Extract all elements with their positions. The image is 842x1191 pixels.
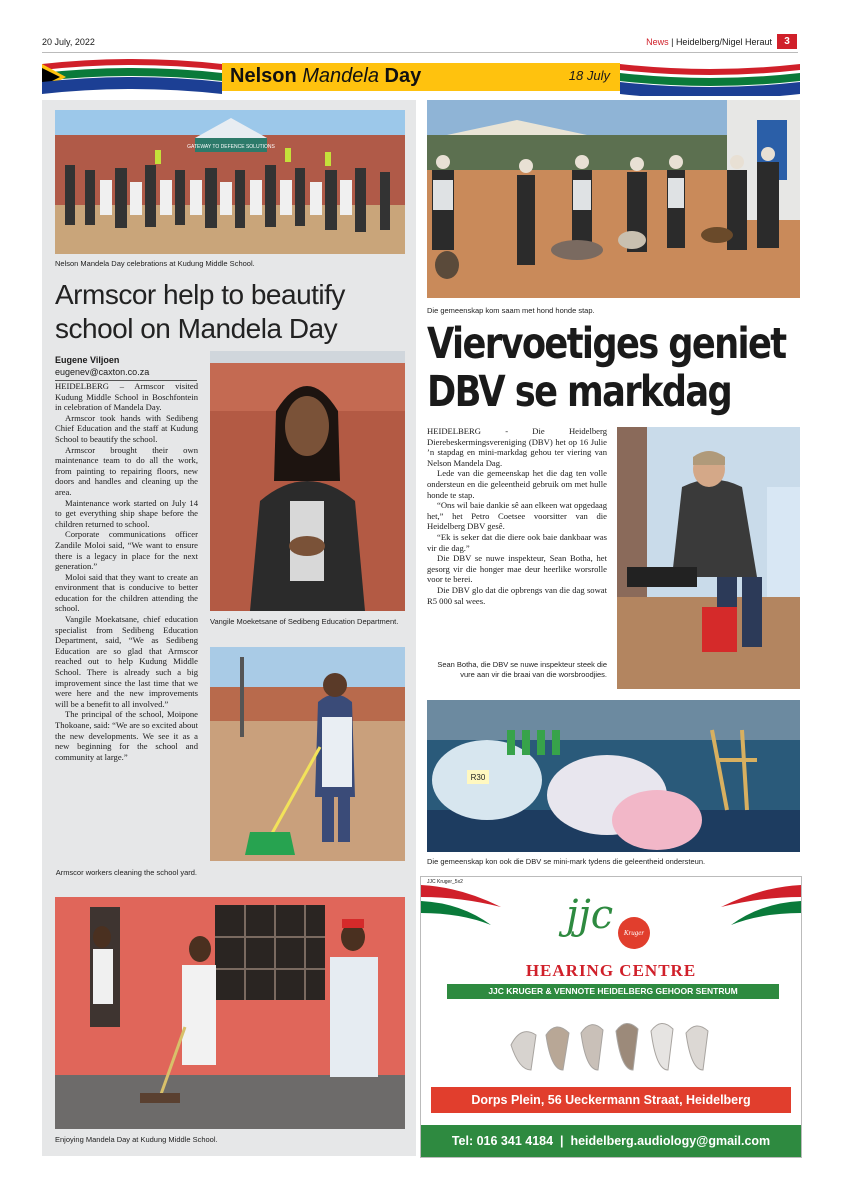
author-name: Eugene Viljoen	[55, 355, 120, 365]
ad-address: Dorps Plein, 56 Ueckermann Straat, Heidelberg	[431, 1087, 791, 1113]
hearing-centre-ad	[420, 876, 802, 1158]
right-article-body	[427, 426, 607, 606]
paragraph: Corporate communications officer Zandile Moloi said, “We want to ensure there is a legacy in place for the next generation.”	[55, 529, 198, 572]
header-divider	[42, 52, 798, 53]
ad-subtitle: JJC KRUGER & VENNOTE HEIDELBERG GEHOOR SENTRUM	[447, 984, 779, 999]
photo1-banner-text: GATEWAY TO DEFENCE SOLUTIONS	[187, 144, 275, 150]
banner-title: Nelson Mandela Day	[230, 65, 422, 87]
sean-botha-braai-photo	[617, 427, 800, 689]
paragraph: The principal of the school, Moipone Thokoane, said: “We are so excited about the new developments. We see it as a new beginning for the school and community at large.”	[55, 709, 198, 762]
kruger-badge: Kruger	[618, 917, 650, 949]
ad-title: HEARING CENTRE	[525, 961, 697, 980]
mandela-day-group-photo	[55, 110, 405, 254]
paragraph: Armscor brought their own maintenance team to do all the work, from painting to repairing floors, new doors and handles and cleaning up the area.	[55, 444, 198, 497]
ad-reference: JJC Kruger_5x2	[427, 879, 463, 885]
publication-name: Heidelberg/Nigel Heraut	[675, 37, 772, 47]
paragraph: Lede van die gemeenskap het die dag ten volle ondersteun en die geleentheid gebruik om met hulle honde te stap.	[427, 468, 607, 500]
paragraph: Maintenance work started on July 14 to get everything ship shape before the children returned to school.	[55, 497, 198, 529]
issue-date: 20 July, 2022	[42, 37, 95, 47]
right-photo3-caption: Die gemeenskap kon ook die DBV se mini-mark tydens die geleentheid ondersteun.	[427, 857, 706, 866]
paragraph: Die DBV se nuwe inspekteur, Sean Botha, het gesorg vir die honger mae deur heerlike worsrolle voor te berei.	[427, 553, 607, 585]
paragraph: Vangile Moekatsane, chief education specialist from Sedibeng Education Department, said, “We as Sedibeng Education are so glad that Armscor reached out to help Kudung Middle School. There is already such a big improvement since the last time that we were here and the new improvements will be a benefit to all involved.”	[55, 614, 198, 709]
photo2-caption: Vangile Moeketsane of Sedibeng Education Department.	[210, 617, 399, 626]
author-email: eugenev@caxton.co.za	[55, 366, 197, 381]
left-headline: Armscor help to beautify school on Mandela Day	[55, 279, 345, 344]
banner-date: 18 July	[568, 68, 610, 83]
section-label: News	[646, 37, 669, 47]
banner-title-box	[222, 63, 620, 91]
worker-raking-photo	[210, 647, 405, 861]
paragraph: Moloi said that they want to create an environment that is conducive to better education for the children attending the school.	[55, 571, 198, 614]
hearing-aids-image	[501, 1015, 721, 1075]
photo4-caption: Enjoying Mandela Day at Kudung Middle School.	[55, 1135, 218, 1144]
right-photo1-caption: Die gemeenskap kom saam met hond honde stap.	[427, 306, 595, 315]
paragraph: Die DBV glo dat die opbrengs van die dag sowat R5 000 sal wees.	[427, 584, 607, 606]
paragraph: “Ons wil baie dankie sê aan elkeen wat opgedaag het,” het Petro Coetsee voorsitter van die Heidelberg DBV gesê.	[427, 500, 607, 532]
mini-market-photo	[427, 700, 800, 852]
paragraph: “Ek is seker dat die diere ook baie dankbaar was vir die dag.”	[427, 531, 607, 553]
vangile-portrait-photo	[210, 351, 405, 611]
byline	[55, 354, 197, 381]
cleaning-wall-photo	[55, 897, 405, 1129]
paragraph: HEIDELBERG – Armscor visited Kudung Middle School in Boschfontein in celebration of Mandela Day.	[55, 381, 198, 413]
paragraph: Armscor took hands with Sedibeng Chief Education and the staff at Kudung School to beautify the school.	[55, 412, 198, 444]
jjc-logo-text: jjc	[566, 892, 614, 938]
ad-contact: Tel: 016 341 4184 | heidelberg.audiology@gmail.com	[421, 1125, 801, 1157]
price-tag: R30	[470, 773, 486, 782]
section-header: News | Heidelberg/Nigel Heraut	[646, 37, 772, 47]
photo3-caption: Armscor workers cleaning the school yard.	[55, 868, 197, 877]
photo1-caption: Nelson Mandela Day celebrations at Kudung Middle School.	[55, 259, 255, 268]
right-photo2-caption: Sean Botha, die DBV se nuwe inspekteur steek die vure aan vir die braai van die worsbroodjies.	[437, 660, 607, 679]
left-article-body	[55, 381, 198, 762]
paragraph: HEIDELBERG - Die Heidelberg Dierebeskermingsvereniging (DBV) het op 16 Julie ’n stapdag en mini-markdag gehou ter viering van Nelson Mandela Dag.	[427, 426, 607, 468]
jjc-logo	[566, 892, 656, 955]
right-headline: Viervoetiges geniet DBV se markdag	[427, 319, 786, 417]
page-number: 3	[777, 34, 797, 49]
dog-walk-community-photo	[427, 100, 800, 298]
